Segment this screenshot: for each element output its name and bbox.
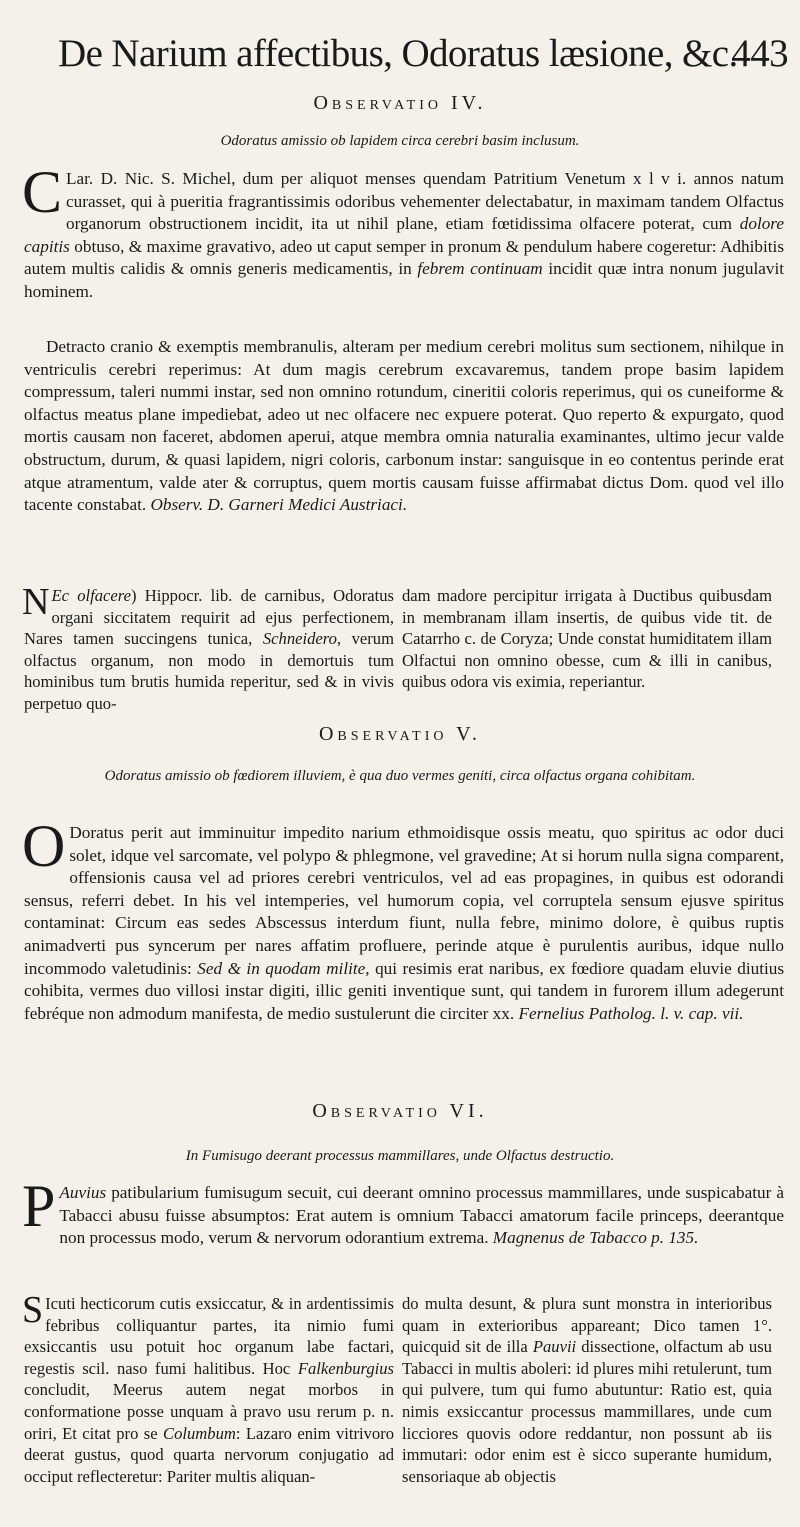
observatio-vi-subtitle: In Fumisugo deerant processus mammillares, unde Olfactus destructio.	[185, 1148, 615, 1164]
drop-cap: C	[22, 159, 63, 225]
observatio-v-subtitle: Odoratus amissio ob fœdiorem illuviem, è qua duo vermes geniti, circa olfactus organa cohibitam.	[104, 768, 696, 784]
observatio-iv-paragraph-2: Detracto cranio & exemptis membranulis, alteram per medium cerebri molitus sum sectionem, nihilque in ventriculis cerebri reperimus: At dum magis cerebrum excavaremus, tandem prope basim lapidem compressum, taleri nummi instar, sed non omnino rotundum, cineritii coloris reperimus, qui os cuneiforme & olfactus meatus plane impediebat, adeo ut nec olfacere nec expuere poterat. Quo reperto & expurgato, quod mortis causam non faceret, abdomen aperui, atque membra omnia naturalia examinantes, ultimo jecur valde obstructum, durum, & quasi lapidem, nigri coloris, carbonum instar: sanguisque in eo contentus perinde erat atque atramentum, valde ater & corruptus, quem mortis causam fuisse affirmabat dictus Dom. quod vel illo tacente constabat. Observ. D. Garneri Medici Austriaci.	[24, 337, 784, 515]
observatio-vi-scholium-right: do multa desunt, & plura sunt monstra in interioribus quam in exterioribus appareant; Dico tamen 1°. quicquid sit de illa Pauvii dissectione, olfactum ab usu Tabacci in multis aboleri: id plures mihi retulerunt, tum qui pulvere, tum qui fumo abutuntur: Ratio est, quia nimis exsiccantur processus mammillares, unde cum licciores quovis odore reddantur, non possunt ab iis immutari: odor enim est è sicco superante humidum, sensoriaque ab objectis	[402, 1294, 772, 1486]
drop-cap: P	[22, 1173, 56, 1239]
observatio-iv-scholium-right: dam madore percipitur irrigata à Ductibus quibusdam in membranam illam insertis, de quibus vide tit. de Catarrho c. de Coryza; Unde constat humiditatem illam Olfactui non omnino obesse, cum & illi in canibus, quibus odora vis eximia, reperiantur.	[402, 586, 772, 692]
citation: Magnenus de Tabacco p. 135.	[492, 1228, 699, 1248]
citation: Observ. D. Garneri Medici Austriaci.	[150, 495, 408, 515]
observatio-iv-title: Observatio IV.	[313, 92, 487, 114]
observatio-iv-paragraph-1: C Lar. D. Nic. S. Michel, dum per aliquot menses quendam Patritium Venetum x l v i. annos natum curasset, qui à pueritia fragrantissimis odoribus vehementer delectabatur, in maximam tandem Olfactus organorum obstructionem incidit, ita ut nihil plane, etiam fœtidissima olfacere poterat, cum dolore capitis obtuso, & maxime gravativo, adeo ut caput semper in pronum & pendulum habere cogeretur: Adhibitis autem multis calidis & omnis generis medicamentis, in febrem continuam incidit quæ intra nonum jugulavit hominem.	[22, 159, 785, 301]
drop-cap: O	[22, 813, 66, 879]
observatio-vi-scholium-left: S Icuti hecticorum cutis exsiccatur, & in ardentissimis febribus colliquantur partes, ita nimio fumi exsiccantis usu potuit hoc organum labe factari, regestis scil. naso fumi halitibus. Hoc Falkenburgius concludit, Meerus autem negat morbos in conformatione posse unquam à pravo usu rerum p. n. oriri, Et citat pro se Columbum: Lazaro enim vitrivoro deerat gustus, quod quarta nervorum conjugatio ad occiput reflecteretur: Pariter multis aliquan-	[22, 1289, 395, 1486]
observatio-iv-scholium-left: N Ec olfacere) Hippocr. lib. de carnibus, Odoratus organi siccitatem requirit ad ejus perfectionem, Nares tamen succingens tunica, Schneidero, verum olfactus organum, non modo in demortuis tum hominibus tum brutis humida reperitur, sed & in vivis perpetuo quo-	[22, 581, 394, 713]
running-head-title: De Narium affectibus, Odoratus læsione, &c.	[58, 32, 738, 75]
observatio-v-title: Observatio V.	[318, 723, 482, 745]
observatio-vi-paragraph-1: P Auvius patibularium fumisugum secuit, cui deerant omnino processus mammillares, unde suspicabatur à Tabacci abusu fuisse absumptos: Erat autem is omnium Tabacci amatorum facile princeps, deerantque non processus modo, verum & nervorum odorantium extrema. Magnenus de Tabacco p. 135.	[22, 1173, 784, 1248]
observatio-v-paragraph-1: O Doratus perit aut imminuitur impedito narium ethmoidisque ossis meatu, quo spiritus ac odor duci solet, idque vel sarcomate, vel polypo & phlegmone, vel gravedine; At si horum nulla signa comparent, offensionis causa vel ad priores cerebri ventriculos, vel ad eas propagines, in quibus est odorandi sensus, referri debet. In his vel intemperies, vel humorum copia, vel corruptela sensum ejusve spiritus contaminat: Circum eas sedes Abscessus interdum fiunt, nulla febre, minimo dolore, è quibus ruptis animadverti pus syncerum per nares affatim profluere, perinde atque è purulentis auribus, idque nullo incommodo valetudinis: Sed & in quodam milite, qui resimis erat naribus, ex fœdiore quadam eluvie diutius cohibita, vermes duo villosi instar digiti, illic geniti inventique sunt, qui tandem in furorem illum adegerunt febréque non admodum manifesta, de medio sustulerunt die circiter xx. Fernelius Patholog. l. v. cap. vii.	[22, 813, 785, 1023]
running-head	[58, 26, 788, 82]
observatio-iv-subtitle: Odoratus amissio ob lapidem circa cerebri basim inclusum.	[220, 133, 580, 149]
drop-cap: N	[22, 581, 50, 623]
observatio-vi-title: Observatio VI.	[312, 1100, 488, 1122]
citation: Fernelius Patholog. l. v. cap. vii.	[518, 1003, 744, 1023]
page-number: 443	[731, 32, 788, 75]
drop-cap: S	[22, 1289, 44, 1331]
